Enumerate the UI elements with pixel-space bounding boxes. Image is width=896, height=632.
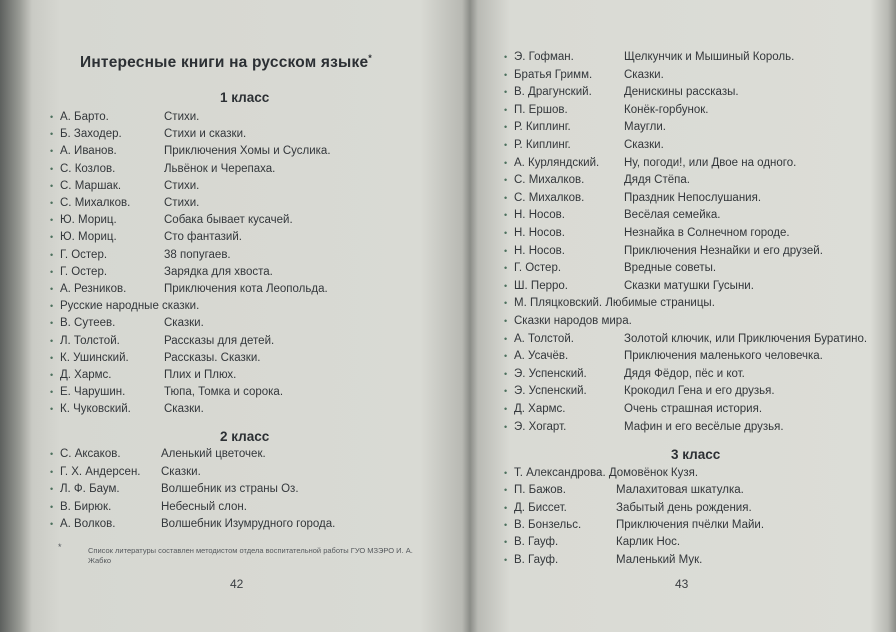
book-author: С. Аксаков. [60,448,121,460]
book-author: П. Бажов. [514,484,566,497]
bullet-icon: • [50,301,54,312]
book-title: Приключения Незнайки и его друзей. [624,244,823,257]
book-title: Плих и Плюх. [164,369,237,381]
book-author: А. Резников. [60,283,127,295]
bullet-icon: • [50,249,54,260]
bullet-icon: • [50,163,54,174]
book-author: А. Барто. [60,111,109,123]
bullet-icon: • [504,104,508,115]
book-title: Небесный слон. [161,500,247,513]
bullet-icon: • [50,146,54,157]
bullet-icon: • [50,449,54,459]
book-author: К. Ушинский. [60,351,129,364]
bullet-icon: • [504,52,508,62]
bullet-icon: • [50,284,54,294]
book-author: Д. Хармс. [514,403,566,415]
bullet-icon: • [504,228,508,238]
book-author: Н. Носов. [514,209,565,222]
book-title: Крокодил Гена и его друзья. [624,385,775,398]
book-title: Зарядка для хвоста. [164,265,273,278]
page-number-left: 42 [230,577,244,591]
book-author: В. Бирюк. [60,500,112,513]
book-author: В. Драгунский. [514,86,592,99]
book-author: Д. Хармс. [60,369,112,381]
book-author: В. Гауф. [514,536,559,549]
bullet-icon: • [504,210,508,221]
title-footnote-mark: * [368,53,372,63]
book-title: Рассказы. Сказки. [164,351,261,364]
bullet-icon: • [504,87,508,98]
bullet-icon: • [504,351,508,362]
bullet-icon: • [50,129,54,140]
book-title: Маугли. [624,121,666,134]
bullet-icon: • [504,280,508,291]
bullet-icon: • [50,266,54,277]
book-title: Незнайка в Солнечном городе. [624,227,790,239]
book-title: Забытый день рождения. [616,501,752,514]
book-title: Карлик Нос. [616,536,681,549]
book-title: Львёнок и Черепаха. [164,162,276,175]
bullet-icon: • [504,157,508,168]
grade1-heading: 1 класс [220,90,270,105]
book-title: Денискины рассказы. [624,86,739,99]
bullet-icon: • [50,519,54,529]
book-title: Праздник Непослушания. [624,191,762,204]
book-author: А. Курляндский. [514,156,600,169]
book-author: Ю. Мориц. [60,231,117,244]
book-author: Л. Толстой. [60,334,120,347]
book-author: Р. Киплинг. [514,139,571,151]
page-number-right: 43 [675,577,689,591]
bullet-icon: • [50,370,54,380]
bullet-icon: • [50,335,54,346]
bullet-icon: • [504,421,508,432]
bullet-icon: • [504,316,508,326]
book-title: Сказки. [624,139,664,151]
bullet-icon: • [50,501,54,512]
book-author: Сказки народов мира. [514,315,632,327]
book-author: Г. Остер. [60,248,108,261]
book-author: А. Усачёв. [514,350,569,363]
right-page [478,0,896,632]
book-author: С. Михалков. [514,191,585,204]
book-title: Собака бывает кусачей. [164,214,293,227]
book-author: В. Бонзельс. [514,518,582,531]
bullet-icon: • [504,404,508,414]
footnote-mark: * [58,542,62,552]
book-title: Волшебник Изумрудного города. [161,518,336,530]
bullet-icon: • [504,519,508,530]
book-title: Дядя Фёдор, пёс и кот. [624,367,745,380]
bullet-icon: • [504,175,508,186]
book-title: Сказки. [164,403,204,416]
book-author: Г. Х. Андерсен. [60,465,141,478]
book-author: Т. Александрова. Домовёнок Кузя. [514,467,699,479]
book-title: Вредные советы. [624,262,717,275]
book-author: Л. Ф. Баум. [60,483,120,495]
book-title: Дядя Стёпа. [624,174,690,187]
bullet-icon: • [504,333,508,344]
book-title: Сказки. [164,317,204,330]
bullet-icon: • [504,245,508,256]
bullet-icon: • [50,215,54,226]
book-title: Очень страшная история. [624,403,763,415]
book-author: В. Гауф. [514,553,559,566]
book-title: Приключения кота Леопольда. [164,283,328,295]
book-title: Рассказы для детей. [164,334,275,347]
page-title: Интересные книги на русском языке* [80,53,372,72]
book-title: Стихи. [164,197,200,209]
book-title: Сказки. [624,68,664,81]
bullet-icon: • [50,484,54,494]
book-title: Приключения Хомы и Суслика. [164,145,331,158]
book-title: 38 попугаев. [164,248,231,261]
book-author: Э. Успенский. [514,367,587,380]
book-author: Г. Остер. [514,262,562,275]
book-title: Сказки матушки Гусыни. [624,279,754,292]
book-title: Тюпа, Томка и сорока. [164,386,284,399]
grade2-heading: 2 класс [220,429,270,444]
book-author: В. Сутеев. [60,317,116,330]
book-author: Н. Носов. [514,244,565,257]
book-author: М. Пляцковский. Любимые страницы. [514,297,715,310]
bullet-icon: • [50,112,54,122]
bullet-icon: • [504,263,508,274]
book-author: Братья Гримм. [514,68,593,81]
book-title: Золотой ключик, или Приключения Буратино. [624,332,868,345]
bullet-icon: • [504,192,508,203]
bullet-icon: • [504,537,508,548]
footnote-text: Список литературы составлен методистом отдела воспитательной работы ГУО МЗЭРО И. А. Жабко [88,546,413,565]
book-author: Э. Хогарт. [514,420,567,433]
book-author: Е. Чарушин. [60,386,126,399]
bullet-icon: • [504,386,508,397]
book-title: Стихи и сказки. [164,128,247,141]
book-author: Н. Носов. [514,227,565,239]
bullet-icon: • [50,180,54,191]
book-author: Б. Заходер. [60,128,122,141]
bullet-icon: • [50,232,54,243]
bullet-icon: • [504,468,508,478]
book-title: Малахитовая шкатулка. [616,484,744,497]
book-title: Волшебник из страны Оз. [161,483,299,495]
book-title: Аленький цветочек. [161,448,266,460]
bullet-icon: • [50,387,54,398]
book-author: Д. Биссет. [514,501,567,514]
book-title: Сто фантазий. [164,231,242,244]
book-author: А. Иванов. [60,145,117,158]
book-author: А. Толстой. [514,332,574,345]
book-author: Э. Гофман. [514,51,574,63]
book-author: С. Михалков. [60,197,131,209]
book-author: Г. Остер. [60,265,108,278]
bullet-icon: • [504,298,508,309]
bullet-icon: • [504,69,508,80]
book-author: С. Маршак. [60,179,122,192]
bullet-icon: • [50,466,54,477]
book-title: Стихи. [164,179,200,192]
book-author: А. Волков. [60,518,116,530]
book-title: Сказки. [161,465,201,478]
book-author: Ю. Мориц. [60,214,117,227]
book-title: Стихи. [164,111,200,123]
bullet-icon: • [504,122,508,133]
book-title: Ну, погоди!, или Двое на одного. [624,156,797,169]
bullet-icon: • [504,502,508,513]
book-title: Маленький Мук. [616,553,703,566]
book-author: Р. Киплинг. [514,121,571,134]
grade3-heading: 3 класс [671,447,721,462]
book-title: Мафин и его весёлые друзья. [624,420,784,433]
bullet-icon: • [50,318,54,329]
bullet-icon: • [50,404,54,415]
bullet-icon: • [504,368,508,379]
book-author: Русские народные сказки. [60,300,200,313]
book-author: С. Михалков. [514,174,585,187]
bullet-icon: • [504,554,508,565]
book-author: К. Чуковский. [60,403,131,416]
book-title: Приключения пчёлки Майи. [616,518,765,531]
book-author: С. Козлов. [60,162,116,175]
bullet-icon: • [504,485,508,496]
book-author: П. Ершов. [514,103,568,116]
bullet-icon: • [50,198,54,208]
book-title: Щелкунчик и Мышиный Король. [624,51,795,63]
book-author: Э. Успенский. [514,385,587,398]
bullet-icon: • [504,140,508,150]
book-title: Конёк-горбунок. [624,103,709,116]
left-page [30,0,460,632]
bullet-icon: • [50,352,54,363]
book-title: Весёлая семейка. [624,209,721,222]
book-author: Ш. Перро. [514,279,568,292]
book-title: Приключения маленького человечка. [624,350,823,363]
